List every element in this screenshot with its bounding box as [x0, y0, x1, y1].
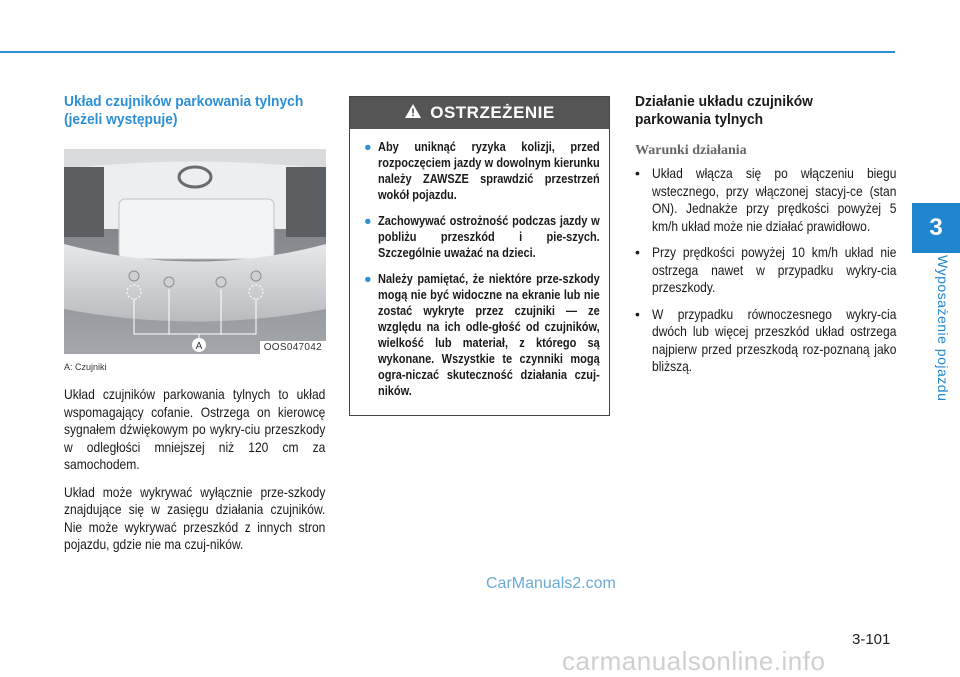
operation-title — [635, 93, 876, 129]
bullet-icon: • — [635, 165, 640, 181]
operation-item: • Układ włącza się po włączeniu biegu wstecznego, przy włączonej stacyj-ce (stan ON). Jednakże przy prędkości powyżej 5 km/h układ może nie działać prawidłowo. — [635, 165, 897, 234]
operation-subtitle: Warunki działania — [635, 143, 747, 158]
warning-header — [350, 97, 609, 129]
rear-bumper-illustration — [64, 149, 326, 354]
operation-item: • Przy prędkości powyżej 10 km/h układ nie ostrzega nawet w przypadku wykry-cia przeszkody. — [635, 244, 897, 295]
page-number: 3-101 — [852, 631, 891, 648]
section-title-line1: Układ czujników parkowania tylnych — [64, 93, 304, 110]
bottom-watermark: carmanualsonline.info — [562, 646, 826, 676]
warning-item: ● Aby uniknąć ryzyka kolizji, przed rozpoczęciem jazdy w dowolnym kierunku należy ZAWSZE sprawdzić przestrzeń wokół pojazdu. — [364, 140, 600, 202]
chapter-side-title: Wyposażenie pojazdu — [935, 255, 951, 402]
section-title — [64, 93, 305, 129]
operation-item: • W przypadku równoczesnego wykry-cia dwóch lub więcej przeszkód układ ostrzega najpierw przed przeszkodą roz-poznaną jako bliższą. — [635, 305, 897, 374]
chapter-tab[interactable]: 3 — [912, 203, 960, 253]
bullet-icon: ● — [364, 140, 372, 154]
rear-bumper-figure — [64, 149, 326, 354]
figure-caption: A: Czujniki — [64, 362, 107, 372]
warning-icon — [404, 103, 422, 124]
operation-title-line1: Działanie układu czujników — [635, 93, 813, 110]
operation-list — [635, 165, 897, 376]
watermark-link[interactable]: CarManuals2.com — [486, 575, 616, 592]
operation-title-line2: parkowania tylnych — [635, 111, 764, 128]
paragraph: Układ czujników parkowania tylnych to układ wspomagający cofanie. Ostrzega on kierowcę sygnałem dźwiękowym po wykry-ciu przeszkody w odległości mniejszej niż 120 cm za samochodem. — [64, 386, 326, 472]
left-column — [64, 93, 326, 554]
warning-item: ● Należy pamiętać, że niektóre prze-szkody mogą nie być widoczne na ekranie lub nie zostać wykryte przez czujniki — ze względu na ich odle-głość od czujników, wielkość lub materiał, z którego są wykonane. Wszystkie te czynniki mogą ogra-niczać skuteczność działania czuj-ników. — [364, 272, 600, 398]
warning-title: OSTRZEŻENIE — [430, 103, 555, 122]
right-column — [635, 93, 897, 385]
section-title-line2: (jeżeli występuje) — [64, 111, 178, 128]
bullet-icon: ● — [364, 272, 372, 286]
warning-list — [350, 129, 609, 399]
top-rule — [0, 51, 895, 53]
figure-code: OOS047042 — [260, 341, 326, 354]
bullet-icon: • — [635, 244, 640, 260]
warning-box — [349, 96, 610, 416]
warning-item: ● Zachowywać ostrożność podczas jazdy w pobliżu przeszkód i pie-szych. Szczególnie uważać na dzieci. — [364, 214, 600, 260]
bullet-icon: ● — [364, 214, 372, 228]
bullet-icon: • — [635, 305, 640, 322]
paragraph: Układ może wykrywać wyłącznie prze-szkody znajdujące się w zasięgu działania czujników. Nie może wykrywać przeszkód z innych stron pojazdu, gdzie nie ma czuj-ników. — [64, 483, 326, 552]
figure-label: A — [195, 341, 203, 352]
